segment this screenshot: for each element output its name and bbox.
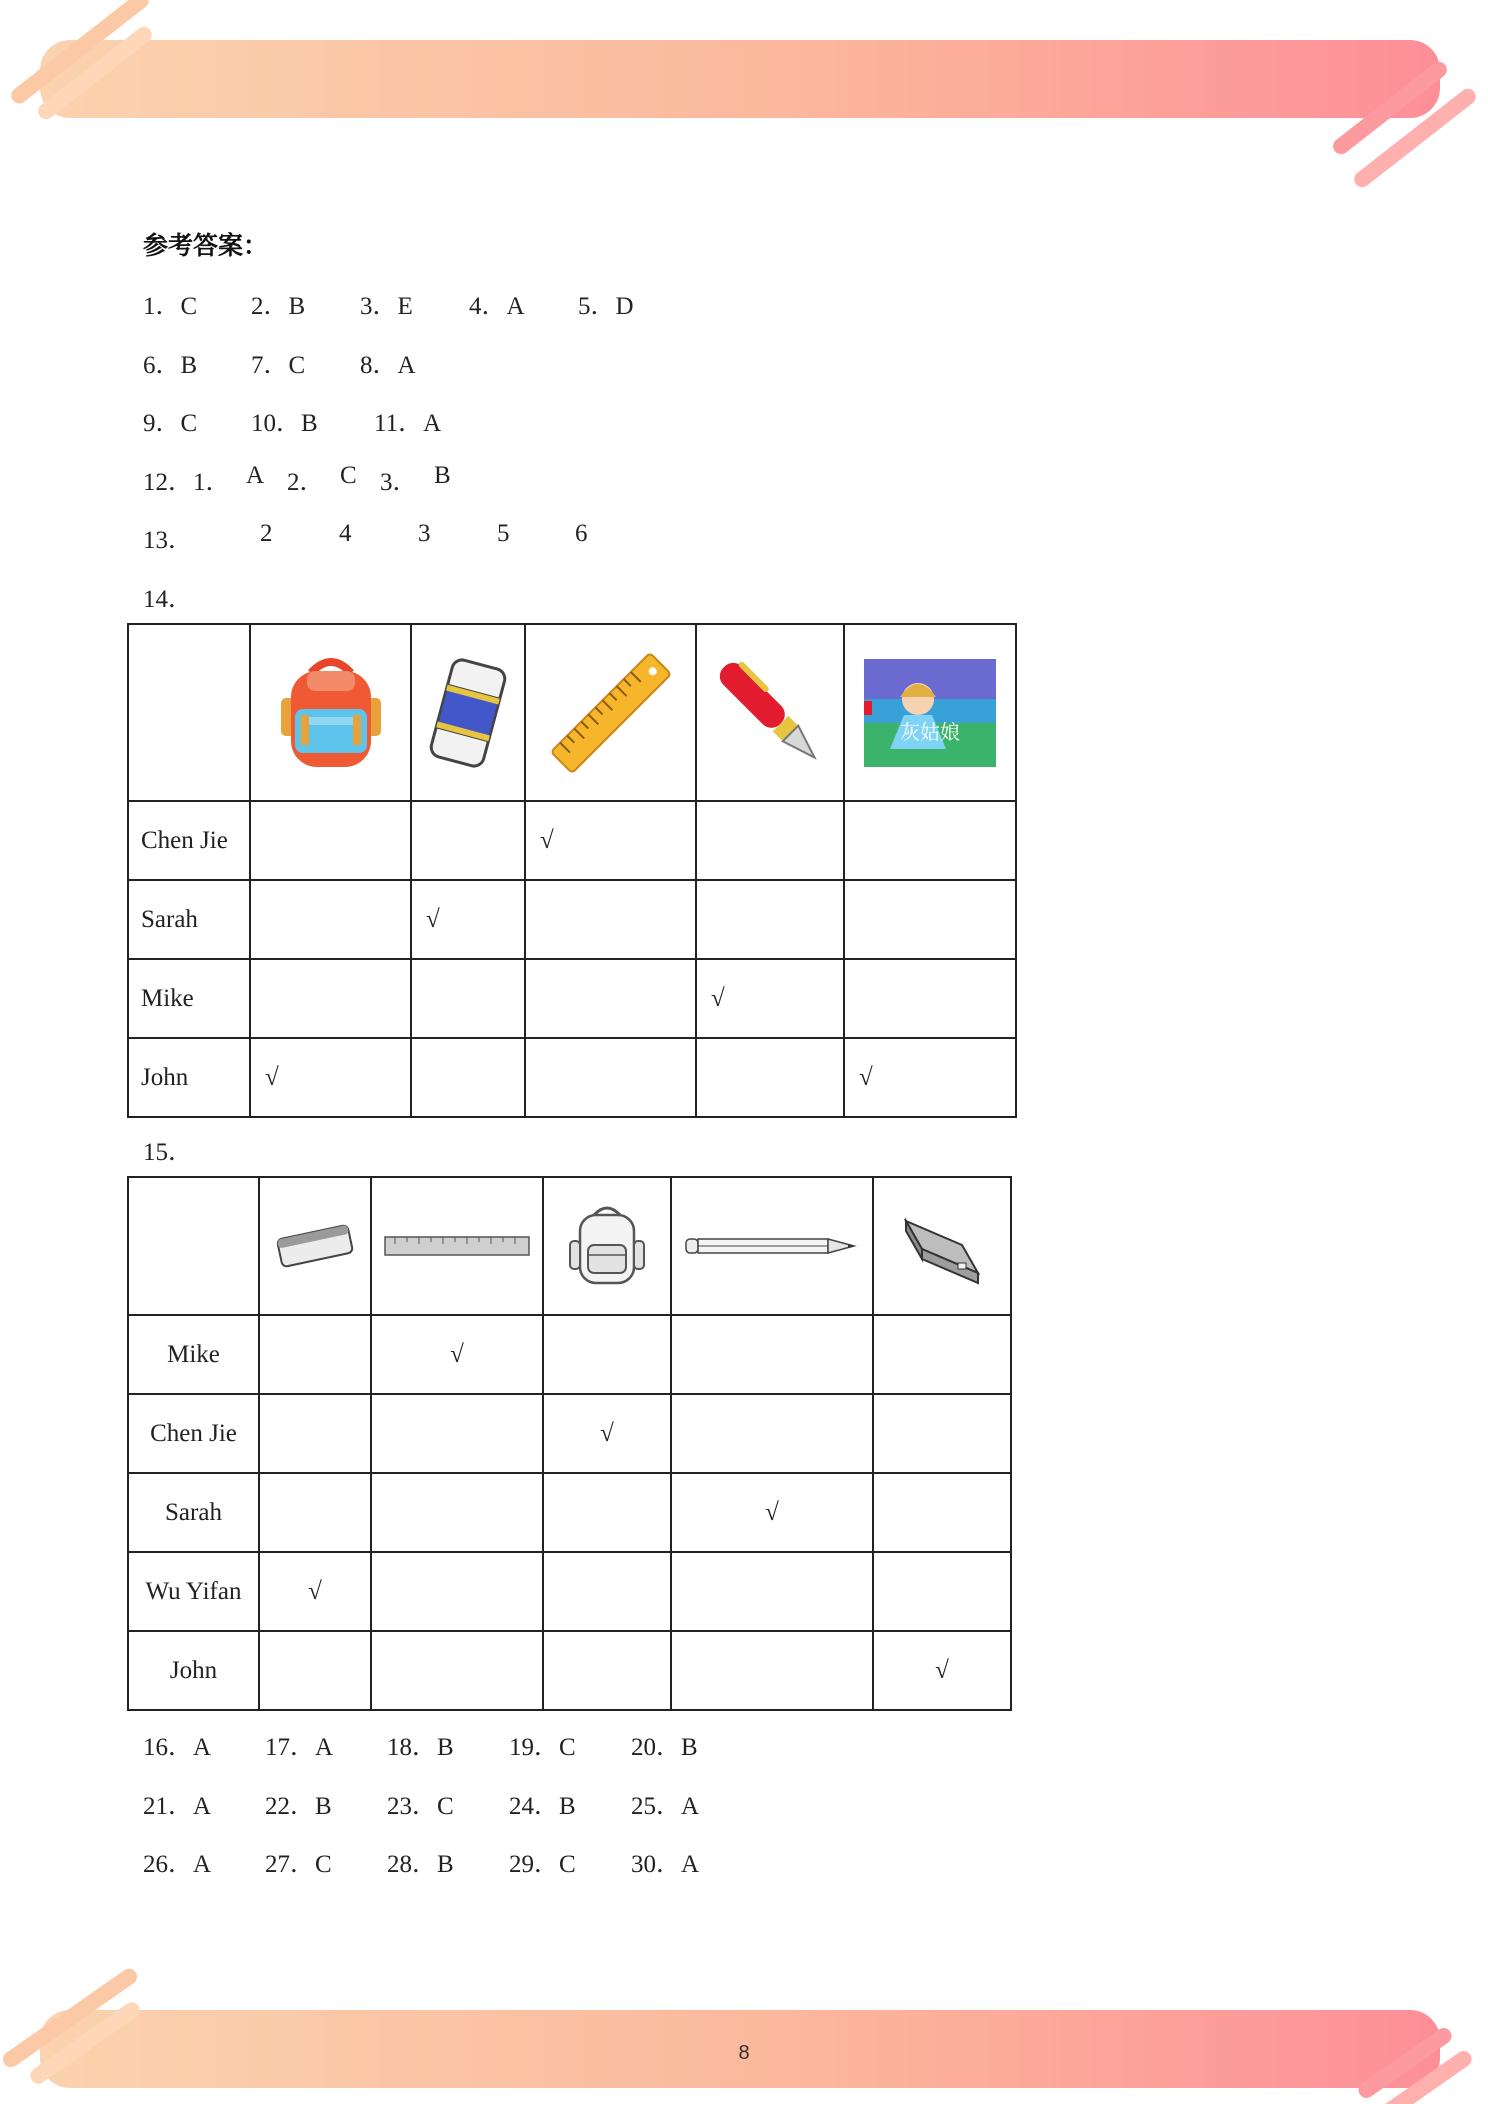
table-row [128, 959, 1016, 1038]
tick-cell [671, 1394, 873, 1473]
student-name: Chen Jie [128, 801, 250, 880]
tick-cell [411, 959, 525, 1038]
tick-cell [844, 801, 1016, 880]
tick-cell [696, 801, 844, 880]
student-name: Wu Yifan [128, 1552, 259, 1631]
answer: 21．A [143, 1793, 212, 1820]
tick-cell [371, 1552, 543, 1631]
schoolbag-icon [544, 1201, 670, 1291]
ruler-icon [372, 1231, 542, 1261]
answer: 18．B [387, 1734, 454, 1761]
page-number: 8 [738, 2042, 750, 2064]
backpack-icon [251, 653, 410, 773]
top-banner [0, 0, 1488, 180]
answer: 8．A [360, 352, 416, 379]
table-row [128, 1631, 1011, 1710]
student-name: Mike [128, 1315, 259, 1394]
answer: B [434, 462, 451, 489]
student-name: Sarah [128, 1473, 259, 1552]
bottom-banner [0, 1960, 1488, 2104]
tick-cell [525, 959, 696, 1038]
tick-cell: √ [411, 880, 525, 959]
answer: 7．C [251, 352, 306, 379]
answer: 23．C [387, 1793, 454, 1820]
tick-cell [844, 880, 1016, 959]
answer: 5 [497, 520, 510, 547]
corner-cell [128, 624, 250, 801]
student-name: Sarah [128, 880, 250, 959]
tick-cell [543, 1315, 671, 1394]
table-row [128, 1038, 1016, 1117]
tick-cell [250, 959, 411, 1038]
ruler-icon [526, 648, 695, 778]
tick-cell [259, 1473, 371, 1552]
eraser-icon [412, 653, 524, 773]
pencil-icon [672, 1231, 872, 1261]
table-row [128, 1473, 1011, 1552]
tick-cell [250, 801, 411, 880]
answer: 5．D [578, 293, 634, 320]
question-label: 15． [143, 1139, 194, 1166]
answer: 19．C [509, 1734, 576, 1761]
answer: 17．A [265, 1734, 334, 1761]
tick-cell [543, 1631, 671, 1710]
student-name: Mike [128, 959, 250, 1038]
answer: 2 [260, 520, 273, 547]
table-header-row [128, 1177, 1011, 1315]
answer: 22．B [265, 1793, 332, 1820]
tick-cell [873, 1394, 1011, 1473]
top-banner-band [40, 40, 1440, 118]
tick-cell [525, 880, 696, 959]
answer: 28．B [387, 1851, 454, 1878]
answer: 12．1． [143, 469, 231, 496]
storybook-icon [845, 653, 1015, 773]
answer: 11．A [374, 410, 442, 437]
tick-cell [371, 1394, 543, 1473]
tick-cell [259, 1631, 371, 1710]
table-row [128, 1552, 1011, 1631]
tick-cell: √ [844, 1038, 1016, 1117]
answer: 6 [575, 520, 588, 547]
tick-cell [873, 1315, 1011, 1394]
question-label: 14． [143, 586, 194, 613]
tick-cell [259, 1394, 371, 1473]
tick-cell: √ [696, 959, 844, 1038]
answer: A [246, 462, 265, 489]
student-name: John [128, 1631, 259, 1710]
tick-cell: √ [671, 1473, 873, 1552]
tick-cell [873, 1473, 1011, 1552]
tick-cell [696, 1038, 844, 1117]
student-name: John [128, 1038, 250, 1117]
tick-cell [371, 1631, 543, 1710]
answer: 6．B [143, 352, 198, 379]
tick-cell [543, 1552, 671, 1631]
answer: 2．B [251, 293, 306, 320]
tick-cell [411, 801, 525, 880]
answer: 4．A [469, 293, 525, 320]
tick-cell [671, 1631, 873, 1710]
tick-cell [671, 1552, 873, 1631]
tick-cell [543, 1473, 671, 1552]
q14-answer-table [127, 623, 1017, 1118]
table-row [128, 801, 1016, 880]
corner-cell [128, 1177, 259, 1315]
answer: 24．B [509, 1793, 576, 1820]
answer: 10．B [251, 410, 318, 437]
answer: 2． [287, 469, 325, 496]
answer: C [340, 462, 357, 489]
tick-cell: √ [259, 1552, 371, 1631]
eraser-icon [260, 1216, 370, 1276]
answer: 3 [418, 520, 431, 547]
student-name: Chen Jie [128, 1394, 259, 1473]
pen-icon [697, 648, 843, 778]
table-row [128, 1315, 1011, 1394]
answer: 4 [339, 520, 352, 547]
answer: 27．C [265, 1851, 332, 1878]
answer: 25．A [631, 1793, 700, 1820]
answer: 20．B [631, 1734, 698, 1761]
tick-cell: √ [873, 1631, 1011, 1710]
tick-cell [259, 1315, 371, 1394]
answer: 3． [380, 469, 418, 496]
tick-cell [844, 959, 1016, 1038]
answer: 26．A [143, 1851, 212, 1878]
tick-cell: √ [371, 1315, 543, 1394]
tick-cell: √ [250, 1038, 411, 1117]
q15-answer-table [127, 1176, 1012, 1711]
tick-cell [873, 1552, 1011, 1631]
tick-cell: √ [543, 1394, 671, 1473]
table-header-row [128, 624, 1016, 801]
tick-cell [671, 1315, 873, 1394]
answer: 9．C [143, 410, 198, 437]
tick-cell [525, 1038, 696, 1117]
table-row [128, 1394, 1011, 1473]
book-title: 灰姑娘 [900, 719, 960, 744]
answer: 16．A [143, 1734, 212, 1761]
answer: 29．C [509, 1851, 576, 1878]
tick-cell: √ [525, 801, 696, 880]
answer: 1．C [143, 293, 198, 320]
pencil-box-icon [874, 1201, 1010, 1291]
tick-cell [371, 1473, 543, 1552]
answer: 30．A [631, 1851, 700, 1878]
answer: 3．E [360, 293, 413, 320]
tick-cell [411, 1038, 525, 1117]
tick-cell [250, 880, 411, 959]
answer: 13． [143, 527, 194, 554]
tick-cell [696, 880, 844, 959]
answer-key-heading: 参考答案： [143, 231, 269, 260]
table-row [128, 880, 1016, 959]
